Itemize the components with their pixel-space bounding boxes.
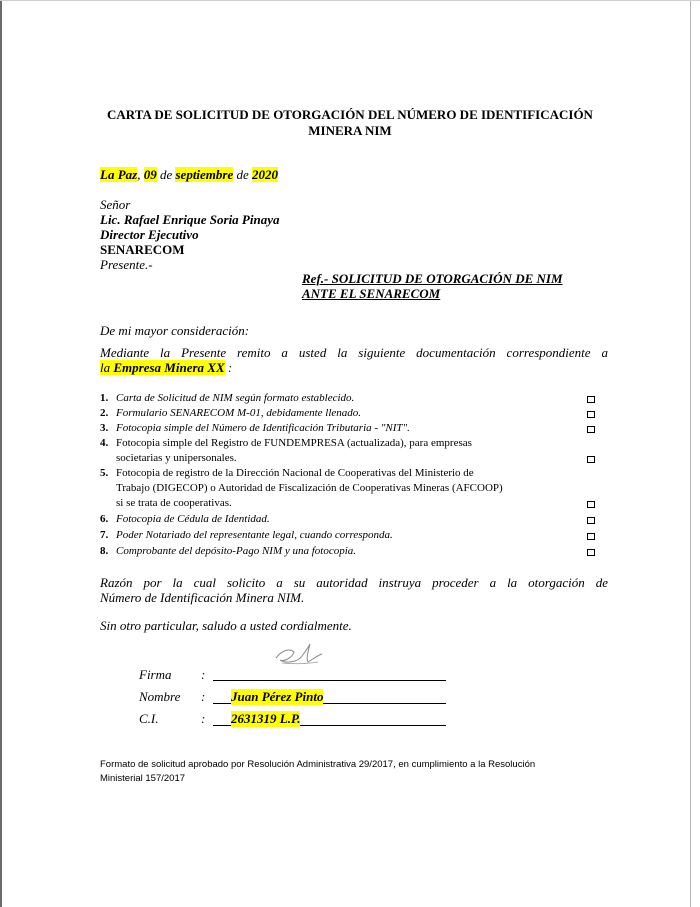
recipient-name: Lic. Rafael Enrique Soria Pinaya	[100, 212, 280, 227]
list-item-text: Poder Notariado del representante legal, cuando corresponda.	[116, 529, 393, 541]
list-item-text: Fotocopia simple del Registro de FUNDEMPRESA (actualizada), para empresas	[116, 437, 472, 449]
list-item: 2.	[100, 407, 109, 419]
date-sep: ,	[137, 167, 144, 182]
ci-label: C.I.	[139, 711, 159, 726]
list-item: 8.	[100, 545, 109, 557]
reference-line2: ANTE EL SENARECOM	[302, 286, 441, 301]
checkbox-item-8[interactable]	[587, 549, 595, 556]
list-item: 5.	[100, 467, 109, 479]
list-item-text: Formulario SENARECOM M-01, debidamente llenado.	[116, 407, 362, 419]
date-de2: de	[233, 167, 253, 182]
list-item-text: si se trata de cooperativas.	[116, 497, 232, 509]
list-item-text: Carta de Solicitud de NIM según formato establecido.	[116, 392, 355, 404]
date-line	[100, 167, 278, 183]
checkbox-item-2[interactable]	[587, 411, 595, 418]
checkbox-item-5[interactable]	[587, 501, 595, 508]
document-title-line1: CARTA DE SOLICITUD DE OTORGACIÓN DEL NÚMERO DE IDENTIFICACIÓN	[107, 107, 593, 122]
checkbox-item-3[interactable]	[587, 426, 595, 433]
document-title-line2: MINERA NIM	[308, 123, 392, 138]
nombre-colon: :	[201, 689, 206, 704]
list-item-text: Trabajo (DIGECOP) o Autoridad de Fiscalización de Cooperativas Mineras (AFCOOP)	[116, 482, 503, 494]
list-item-text: Comprobante del depósito-Pago NIM y una fotocopia.	[116, 545, 357, 557]
intro-line1: Mediante la Presente remito a usted la siguiente documentación correspondiente a	[100, 345, 608, 360]
ci-colon: :	[201, 711, 206, 726]
list-item: 7.	[100, 529, 109, 541]
list-item: 4.	[100, 437, 109, 449]
reason-line2: Número de Identificación Minera NIM.	[100, 590, 305, 605]
greeting: De mi mayor consideración:	[100, 323, 250, 338]
nombre-label: Nombre	[139, 689, 181, 704]
recipient-presente: Presente.-	[100, 257, 153, 272]
date-year: 2020	[252, 167, 279, 182]
checkbox-item-6[interactable]	[587, 517, 595, 524]
company-name: Empresa Minera XX	[113, 360, 225, 375]
recipient-position: Director Ejecutivo	[100, 227, 199, 242]
date-city: La Paz	[100, 167, 138, 182]
list-item-text: Fotocopia simple del Número de Identificación Tributaria - "NIT".	[116, 422, 410, 434]
ci-value: 2631319 L.P.	[231, 711, 301, 726]
signature-scribble-icon	[272, 636, 328, 670]
checkbox-item-1[interactable]	[587, 396, 595, 403]
list-item-text: Fotocopia de registro de la Dirección Nacional de Cooperativas del Ministerio de	[116, 467, 474, 479]
recipient-salutation: Señor	[100, 197, 131, 212]
list-item: 3.	[100, 422, 109, 434]
list-item: 6.	[100, 513, 109, 525]
footer-line2: Ministerial 157/2017	[100, 773, 186, 784]
intro-suffix: :	[224, 360, 233, 375]
page-top-edge	[0, 0, 700, 1]
firma-field[interactable]	[213, 680, 446, 681]
reason-line1: Razón por la cual solicito a su autoridad instruya proceder a la otorgación de	[100, 575, 608, 590]
intro-line2	[100, 360, 232, 376]
recipient-institution: SENARECOM	[100, 242, 185, 257]
firma-label: Firma	[139, 667, 172, 682]
closing-text: Sin otro particular, saludo a usted cordialmente.	[100, 618, 352, 633]
date-de1: de	[156, 167, 176, 182]
list-item-text: Fotocopia de Cédula de Identidad.	[116, 513, 270, 525]
checkbox-item-4[interactable]	[587, 456, 595, 463]
list-item: 1.	[100, 392, 109, 404]
intro-prefix: la	[100, 360, 114, 375]
date-month: septiembre	[175, 167, 234, 182]
nombre-value: Juan Pérez Pinto	[231, 689, 324, 704]
checkbox-item-7[interactable]	[587, 533, 595, 540]
reference-line1: Ref.- SOLICITUD DE OTORGACIÓN DE NIM	[302, 271, 563, 286]
firma-colon: :	[201, 667, 206, 682]
date-day: 09	[143, 167, 157, 182]
footer-line1: Formato de solicitud aprobado por Resolución Administrativa 29/2017, en cumplimiento a la Resolución	[100, 759, 536, 770]
list-item-text: societarias y unipersonales.	[116, 452, 237, 464]
